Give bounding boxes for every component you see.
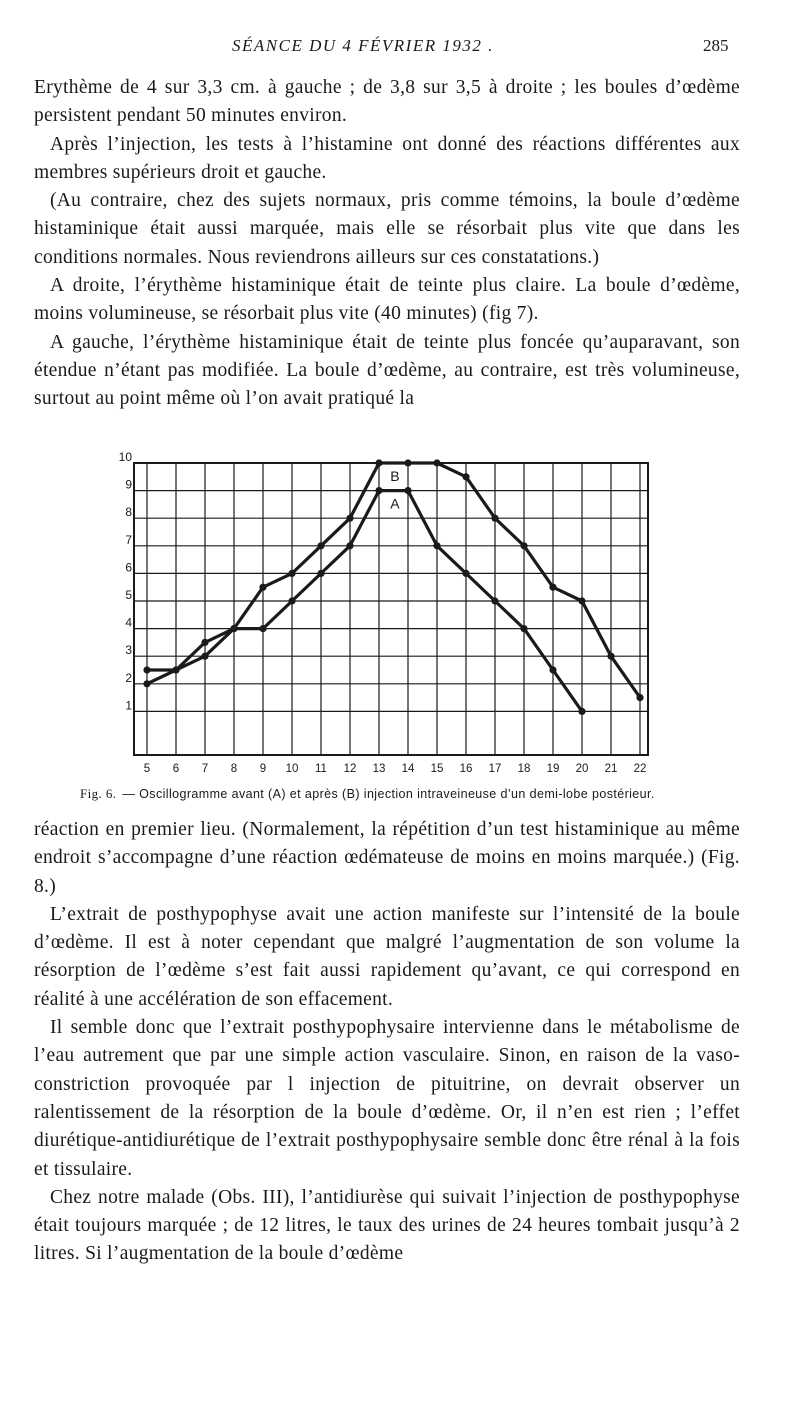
data-point-B xyxy=(288,570,295,577)
data-point-B xyxy=(143,680,150,687)
paragraph: Il semble donc que l’extrait posthypophysaire intervienne dans le métabolisme de l’eau autrement que par une simple action vasculaire. Sinon, en raison de la vaso-constriction provoquée par l injection de pituitrine, on devrait observer un ralentissement de la résorption de la boule d’œdème. Or, il n’en est rien ; l’effet diurétique-antidiurétique de l’extrait posthypophysaire semble donc être rénal à la fois et tissulaire. xyxy=(34,1017,740,1180)
data-point-B xyxy=(230,625,237,632)
y-tick-label: 10 xyxy=(118,450,132,464)
data-point-B xyxy=(201,639,208,646)
data-point-B xyxy=(433,459,440,466)
data-point-A xyxy=(143,666,150,673)
x-tick-label: 15 xyxy=(430,763,444,775)
data-point-A xyxy=(317,570,324,577)
data-point-B xyxy=(549,584,556,591)
y-tick-label: 3 xyxy=(125,643,132,658)
figure-caption xyxy=(80,786,760,802)
data-point-A xyxy=(201,653,208,660)
data-point-A xyxy=(549,666,556,673)
data-point-B xyxy=(259,584,266,591)
data-point-A xyxy=(433,542,440,549)
x-tick-label: 8 xyxy=(230,763,238,775)
data-point-B xyxy=(375,459,382,466)
paragraph: Erythème de 4 sur 3,3 cm. à gauche ; de 3,8 sur 3,5 à droite ; les boules d’œdème persistent pendant 50 minutes environ. xyxy=(34,77,740,127)
x-tick-label: 5 xyxy=(143,763,151,775)
x-tick-label: 13 xyxy=(372,763,386,775)
page-header xyxy=(0,36,800,60)
paragraph: Après l’injection, les tests à l’histamine ont donné des réactions différentes aux membres supérieurs droit et gauche. xyxy=(34,133,740,183)
x-tick-label: 18 xyxy=(517,763,531,775)
data-point-A xyxy=(578,708,585,715)
paragraph: A droite, l’érythème histaminique était de teinte plus claire. La boule d’œdème, moins volumineuse, se résorbait plus vite (40 minutes) (fig 7). xyxy=(34,275,740,325)
body-text-bottom xyxy=(34,816,740,1269)
figure-label: Fig. 6. xyxy=(80,786,117,801)
x-tick-label: 21 xyxy=(604,763,618,775)
data-point-B xyxy=(491,515,498,522)
x-tick-label: 20 xyxy=(575,763,589,775)
running-title: SÉANCE DU 4 FÉVRIER 1932 . xyxy=(232,36,494,55)
y-tick-label: 8 xyxy=(125,505,132,520)
data-point-B xyxy=(607,653,614,660)
data-point-B xyxy=(636,694,643,701)
data-point-B xyxy=(462,473,469,480)
paragraph: réaction en premier lieu. (Normalement, la répétition d’un test histaminique au même endroit s’accompagne d’une réaction œdémateuse de moins en moins marquée.) (Fig. 8.) xyxy=(34,819,740,897)
data-point-B xyxy=(404,459,411,466)
x-tick-label: 11 xyxy=(315,763,327,775)
data-point-B xyxy=(317,542,324,549)
data-point-B xyxy=(172,666,179,673)
paragraph: Chez notre malade (Obs. III), l’antidiurèse qui suivait l’injection de posthypophyse était toujours marquée ; de 12 litres, le taux des urines de 24 heures tombait jusqu’à 2 litres. Si l’augmentation de la boule d’œdème xyxy=(34,1186,740,1265)
x-tick-label: 10 xyxy=(285,763,299,775)
data-point-B xyxy=(520,542,527,549)
oscillogram-chart xyxy=(100,445,660,785)
data-point-A xyxy=(491,597,498,604)
paragraph: L’extrait de posthypophyse avait une action manifeste sur l’intensité de la boule d’œdème. Il est à noter cependant que malgré l’augmentation de son volume la résorption de l’œdème s’est fait aussi rapidement qu’avant, ce qui correspond en réalité à une accélération de son effacement. xyxy=(34,903,740,1010)
data-point-A xyxy=(462,570,469,577)
data-point-A xyxy=(375,487,382,494)
data-point-A xyxy=(288,597,295,604)
body-text-top xyxy=(34,74,740,414)
y-tick-label: 7 xyxy=(125,532,132,547)
data-point-A xyxy=(346,542,353,549)
x-tick-label: 9 xyxy=(259,763,267,775)
caption-text: — Oscillogramme avant (A) et après (B) injection intraveineuse d’un demi-lobe postérieur. xyxy=(122,787,655,801)
x-tick-label: 14 xyxy=(401,763,415,775)
y-tick-label: 6 xyxy=(125,560,132,575)
data-point-B xyxy=(346,515,353,522)
series-label-A: A xyxy=(390,495,400,512)
y-tick-label: 2 xyxy=(125,670,132,685)
series-label-B: B xyxy=(390,468,400,484)
data-point-A xyxy=(259,625,266,632)
data-point-B xyxy=(578,597,585,604)
page-number: 285 xyxy=(703,36,729,55)
data-point-A xyxy=(520,625,527,632)
paragraph: A gauche, l’érythème histaminique était de teinte plus foncée qu’auparavant, son étendue n’étant pas modifiée. La boule d’œdème, au contraire, est très volumineuse, surtout au point même où l’on avait pratiqué la xyxy=(34,331,740,410)
y-tick-label: 9 xyxy=(125,477,132,492)
x-tick-label: 12 xyxy=(343,763,357,775)
x-tick-label: 6 xyxy=(172,763,180,775)
x-tick-label: 17 xyxy=(488,763,502,775)
x-tick-label: 22 xyxy=(633,763,647,775)
data-point-A xyxy=(404,487,411,494)
y-tick-label: 5 xyxy=(125,588,132,602)
x-tick-label: 7 xyxy=(201,763,209,775)
x-tick-label: 16 xyxy=(459,763,473,775)
y-tick-label: 1 xyxy=(125,698,132,713)
paragraph: (Au contraire, chez des sujets normaux, pris comme témoins, la boule d’œdème histaminique était aussi marquée, mais elle se résorbait plus vite que dans les conditions normales. Nous reviendrons ailleurs sur ces constatations.) xyxy=(34,190,740,268)
y-tick-label: 4 xyxy=(125,615,132,630)
x-tick-label: 19 xyxy=(546,763,560,775)
oscillogram-figure xyxy=(100,445,660,785)
